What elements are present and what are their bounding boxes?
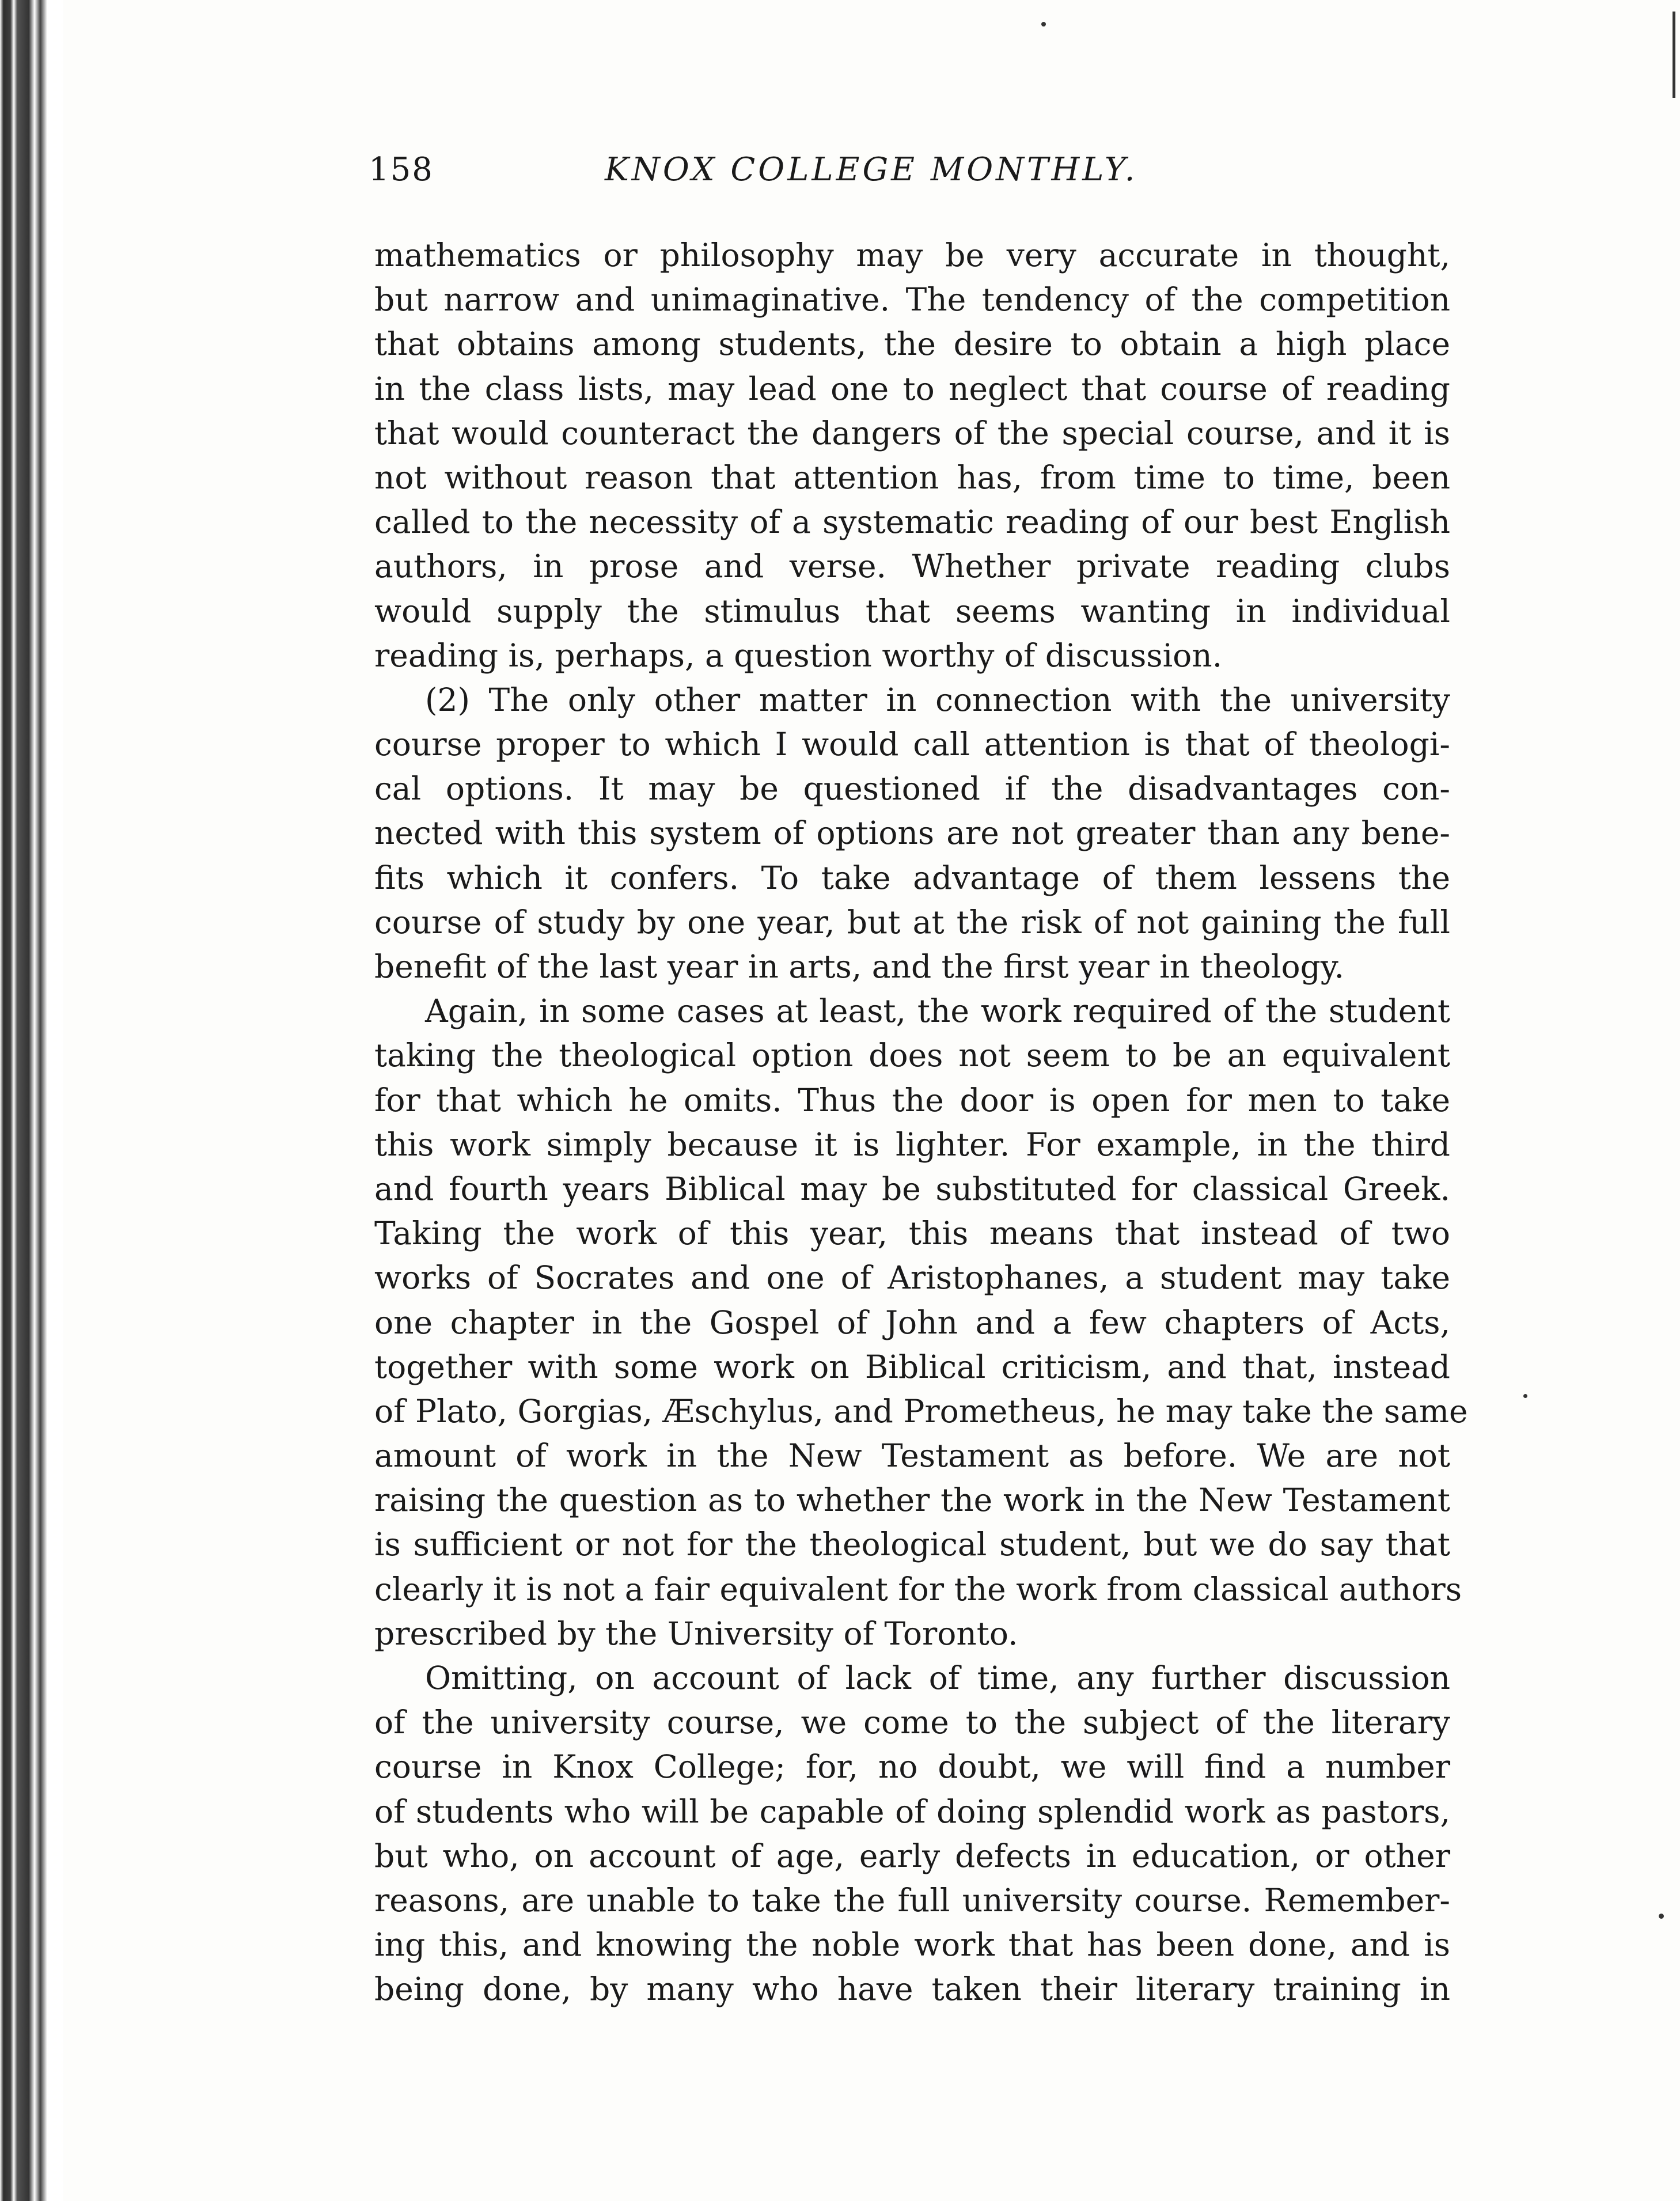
text-line: works of Socrates and one of Aristophanes, a student may take	[374, 1259, 1450, 1297]
text-line: called to the necessity of a systematic reading of our best English	[374, 503, 1450, 541]
scan-speck	[1659, 1914, 1664, 1919]
text-line: benefit of the last year in arts, and the first year in theology.	[374, 948, 1345, 985]
page-binding-edge	[0, 0, 63, 2201]
scan-speck	[1523, 1394, 1527, 1398]
text-line: but who, on account of age, early defects in education, or other	[374, 1837, 1450, 1874]
text-line: course proper to which I would call attention is that of theologi-	[374, 726, 1450, 763]
text-line: ing this, and knowing the noble work that has been done, and is	[374, 1926, 1450, 1964]
running-head: KNOX COLLEGE MONTHLY.	[605, 151, 1138, 188]
text-line: course of study by one year, but at the risk of not gaining the full	[374, 903, 1450, 941]
text-line: of the university course, we come to the subject of the literary	[374, 1704, 1450, 1741]
text-line: Taking the work of this year, this means that instead of two	[374, 1215, 1450, 1252]
page-number: 158	[369, 151, 434, 188]
text-line: prescribed by the University of Toronto.	[374, 1615, 1018, 1652]
text-line: not without reason that attention has, from time to time, been	[374, 459, 1450, 496]
text-line: reading is, perhaps, a question worthy of discussion.	[374, 637, 1223, 674]
text-line: Omitting, on account of lack of time, any further discussion	[425, 1660, 1450, 1696]
scan-speck	[1041, 22, 1046, 26]
page-edge-mark	[1673, 12, 1675, 98]
text-line: amount of work in the New Testament as before. We are not	[374, 1437, 1450, 1475]
page-header	[369, 151, 1463, 203]
text-line: this work simply because it is lighter. For example, in the third	[374, 1126, 1450, 1163]
text-line: is sufficient or not for the theological student, but we do say that	[374, 1526, 1450, 1563]
text-line: cal options. It may be questioned if the disadvantages con-	[374, 770, 1450, 808]
text-line: of students who will be capable of doing splendid work as pastors,	[374, 1793, 1450, 1830]
text-line: taking the theological option does not seem to be an equivalent	[374, 1037, 1450, 1074]
text-line: together with some work on Biblical criticism, and that, instead	[374, 1348, 1450, 1385]
text-line: one chapter in the Gospel of John and a few chapters of Acts,	[374, 1304, 1450, 1341]
text-line: and fourth years Biblical may be substituted for classical Greek.	[374, 1170, 1450, 1207]
text-line: nected with this system of options are not greater than any bene-	[374, 815, 1450, 852]
text-line: of Plato, Gorgias, Æschylus, and Prometheus, he may take the same	[374, 1392, 1468, 1430]
body-text	[374, 233, 1468, 2012]
text-line: reasons, are unable to take the full university course. Remember-	[374, 1881, 1450, 1919]
text-line: Again, in some cases at least, the work required of the student	[425, 992, 1450, 1030]
text-line: authors, in prose and verse. Whether private reading clubs	[374, 548, 1450, 585]
text-line: course in Knox College; for, no doubt, we will find a number	[374, 1748, 1450, 1786]
text-line: in the class lists, may lead one to neglect that course of reading	[374, 370, 1450, 407]
text-line: fits which it confers. To take advantage of them lessens the	[374, 859, 1450, 896]
text-line: raising the question as to whether the work in the New Testament	[374, 1482, 1450, 1519]
text-line: but narrow and unimaginative. The tendency of the competition	[374, 281, 1450, 319]
text-line: that obtains among students, the desire to obtain a high place	[374, 325, 1450, 363]
text-line: for that which he omits. Thus the door is open for men to take	[374, 1081, 1450, 1119]
text-line: mathematics or philosophy may be very accurate in thought,	[374, 237, 1450, 274]
text-line: being done, by many who have taken their literary training in	[374, 1971, 1450, 2008]
text-line: that would counteract the dangers of the special course, and it is	[374, 414, 1450, 452]
text-line: would supply the stimulus that seems wanting in individual	[374, 592, 1450, 630]
text-line: (2) The only other matter in connection with the university	[425, 681, 1450, 718]
text-line: clearly it is not a fair equivalent for the work from classical authors	[374, 1570, 1462, 1608]
